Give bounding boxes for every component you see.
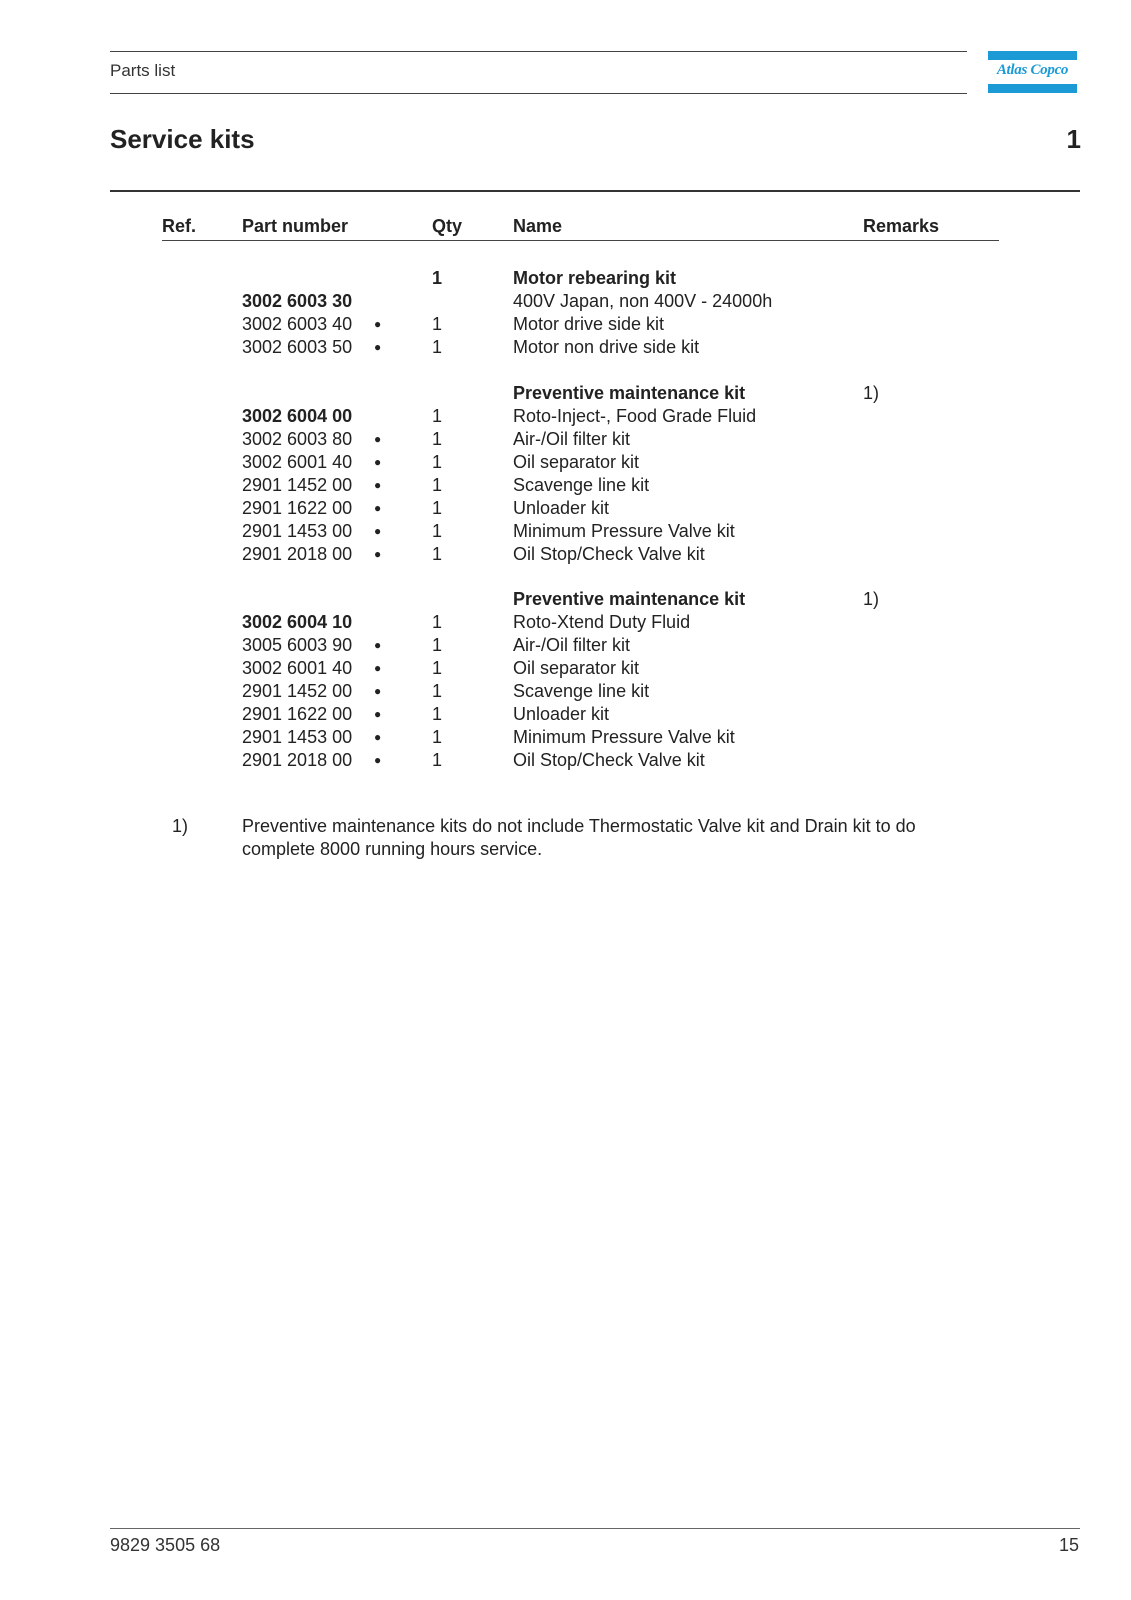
qty-cell: 1	[432, 704, 443, 724]
table-row	[0, 726, 1131, 748]
qty-cell: 1	[432, 544, 443, 564]
kit-item-bullet: ●	[374, 524, 382, 538]
name-cell: Minimum Pressure Valve kit	[513, 727, 735, 747]
table-row	[0, 405, 1131, 427]
table-row	[0, 680, 1131, 702]
remarks-cell: 1)	[863, 589, 880, 609]
atlas-copco-logo	[988, 51, 1077, 93]
part-number-cell: 2901 1453 00	[242, 521, 353, 541]
col-header-name: Name	[513, 216, 563, 236]
remarks-cell: 1)	[863, 383, 880, 403]
qty-cell: 1	[432, 727, 443, 747]
name-cell: Preventive maintenance kit	[513, 383, 746, 403]
table-row	[0, 267, 1131, 289]
kit-item-bullet: ●	[374, 432, 382, 446]
part-number-cell: 3002 6004 10	[242, 612, 353, 632]
title-rule	[110, 190, 1080, 192]
name-cell: Roto-Inject-, Food Grade Fluid	[513, 406, 757, 426]
table-row	[0, 657, 1131, 679]
table-row	[0, 474, 1131, 496]
part-number-cell: 3002 6003 40	[242, 314, 353, 334]
part-number-cell: 2901 2018 00	[242, 750, 353, 770]
qty-cell: 1	[432, 498, 443, 518]
qty-cell: 1	[432, 406, 443, 426]
table-row	[0, 588, 1131, 610]
footnote-text: Preventive maintenance kits do not include Thermostatic Valve kit and Drain kit to do complete 8000 running hours service.	[242, 816, 916, 859]
table-row	[0, 520, 1131, 542]
kit-item-bullet: ●	[374, 707, 382, 721]
document-number: 9829 3505 68	[110, 1535, 221, 1555]
part-number-cell: 2901 1622 00	[242, 498, 353, 518]
table-row	[0, 634, 1131, 656]
running-header: Parts list	[110, 61, 176, 80]
kit-item-bullet: ●	[374, 547, 382, 561]
part-number-cell: 3002 6003 80	[242, 429, 353, 449]
kit-item-bullet: ●	[374, 501, 382, 515]
col-header-qty: Qty	[432, 216, 463, 236]
name-cell: Motor rebearing kit	[513, 268, 677, 288]
name-cell: Air-/Oil filter kit	[513, 635, 630, 655]
qty-cell: 1	[432, 429, 443, 449]
logo-text: Atlas Copco	[996, 62, 1069, 78]
part-number-cell: 3002 6004 00	[242, 406, 353, 426]
logo-top-bar	[988, 51, 1077, 60]
table-row	[0, 336, 1131, 358]
name-cell: Scavenge line kit	[513, 681, 650, 701]
name-cell: Oil Stop/Check Valve kit	[513, 750, 705, 770]
table-row	[0, 290, 1131, 312]
header-bottom-rule	[110, 93, 967, 94]
footer-rule	[110, 1528, 1080, 1529]
footnote-marker: 1)	[172, 816, 189, 836]
name-cell: Oil Stop/Check Valve kit	[513, 544, 705, 564]
kit-item-bullet: ●	[374, 478, 382, 492]
col-header-ref: Ref.	[162, 216, 197, 236]
name-cell: Roto-Xtend Duty Fluid	[513, 612, 691, 632]
kit-item-bullet: ●	[374, 730, 382, 744]
kit-item-bullet: ●	[374, 340, 382, 354]
name-cell: Oil separator kit	[513, 658, 640, 678]
header-top-rule	[110, 51, 967, 52]
table-row	[0, 749, 1131, 771]
col-header-part-number: Part number	[242, 216, 349, 236]
name-cell: Oil separator kit	[513, 452, 640, 472]
part-number-cell: 2901 1453 00	[242, 727, 353, 747]
table-row	[0, 703, 1131, 725]
table-row	[0, 451, 1131, 473]
logo-bottom-bar	[988, 84, 1077, 93]
col-header-remarks: Remarks	[863, 216, 940, 236]
part-number-cell: 2901 2018 00	[242, 544, 353, 564]
name-cell: Preventive maintenance kit	[513, 589, 746, 609]
name-cell: 400V Japan, non 400V - 24000h	[513, 291, 773, 311]
name-cell: Motor non drive side kit	[513, 337, 700, 357]
part-number-cell: 3002 6001 40	[242, 658, 353, 678]
name-cell: Minimum Pressure Valve kit	[513, 521, 735, 541]
part-number-cell: 3005 6003 90	[242, 635, 353, 655]
kit-item-bullet: ●	[374, 684, 382, 698]
table-row	[0, 497, 1131, 519]
part-number-cell: 3002 6001 40	[242, 452, 353, 472]
name-cell: Air-/Oil filter kit	[513, 429, 630, 449]
qty-cell: 1	[432, 452, 443, 472]
kit-item-bullet: ●	[374, 661, 382, 675]
name-cell: Unloader kit	[513, 498, 610, 518]
kit-item-bullet: ●	[374, 753, 382, 767]
kit-item-bullet: ●	[374, 455, 382, 469]
qty-cell: 1	[432, 268, 443, 288]
part-number-cell: 2901 1622 00	[242, 704, 353, 724]
name-cell: Scavenge line kit	[513, 475, 650, 495]
page-title: Service kits	[110, 124, 255, 154]
qty-cell: 1	[432, 521, 443, 541]
qty-cell: 1	[432, 635, 443, 655]
table-row	[0, 313, 1131, 335]
qty-cell: 1	[432, 475, 443, 495]
section-number: 1	[1066, 124, 1081, 154]
part-number-cell: 3002 6003 30	[242, 291, 353, 311]
name-cell: Motor drive side kit	[513, 314, 665, 334]
qty-cell: 1	[432, 337, 443, 357]
table-row	[0, 543, 1131, 565]
page-number: 15	[1058, 1535, 1079, 1555]
qty-cell: 1	[432, 681, 443, 701]
part-number-cell: 2901 1452 00	[242, 475, 353, 495]
qty-cell: 1	[432, 612, 443, 632]
table-row	[0, 611, 1131, 633]
qty-cell: 1	[432, 314, 443, 334]
kit-item-bullet: ●	[374, 638, 382, 652]
kit-item-bullet: ●	[374, 317, 382, 331]
qty-cell: 1	[432, 658, 443, 678]
table-row	[0, 382, 1131, 404]
table-row	[0, 428, 1131, 450]
part-number-cell: 3002 6003 50	[242, 337, 353, 357]
qty-cell: 1	[432, 750, 443, 770]
name-cell: Unloader kit	[513, 704, 610, 724]
table-header-rule	[162, 240, 999, 241]
part-number-cell: 2901 1452 00	[242, 681, 353, 701]
